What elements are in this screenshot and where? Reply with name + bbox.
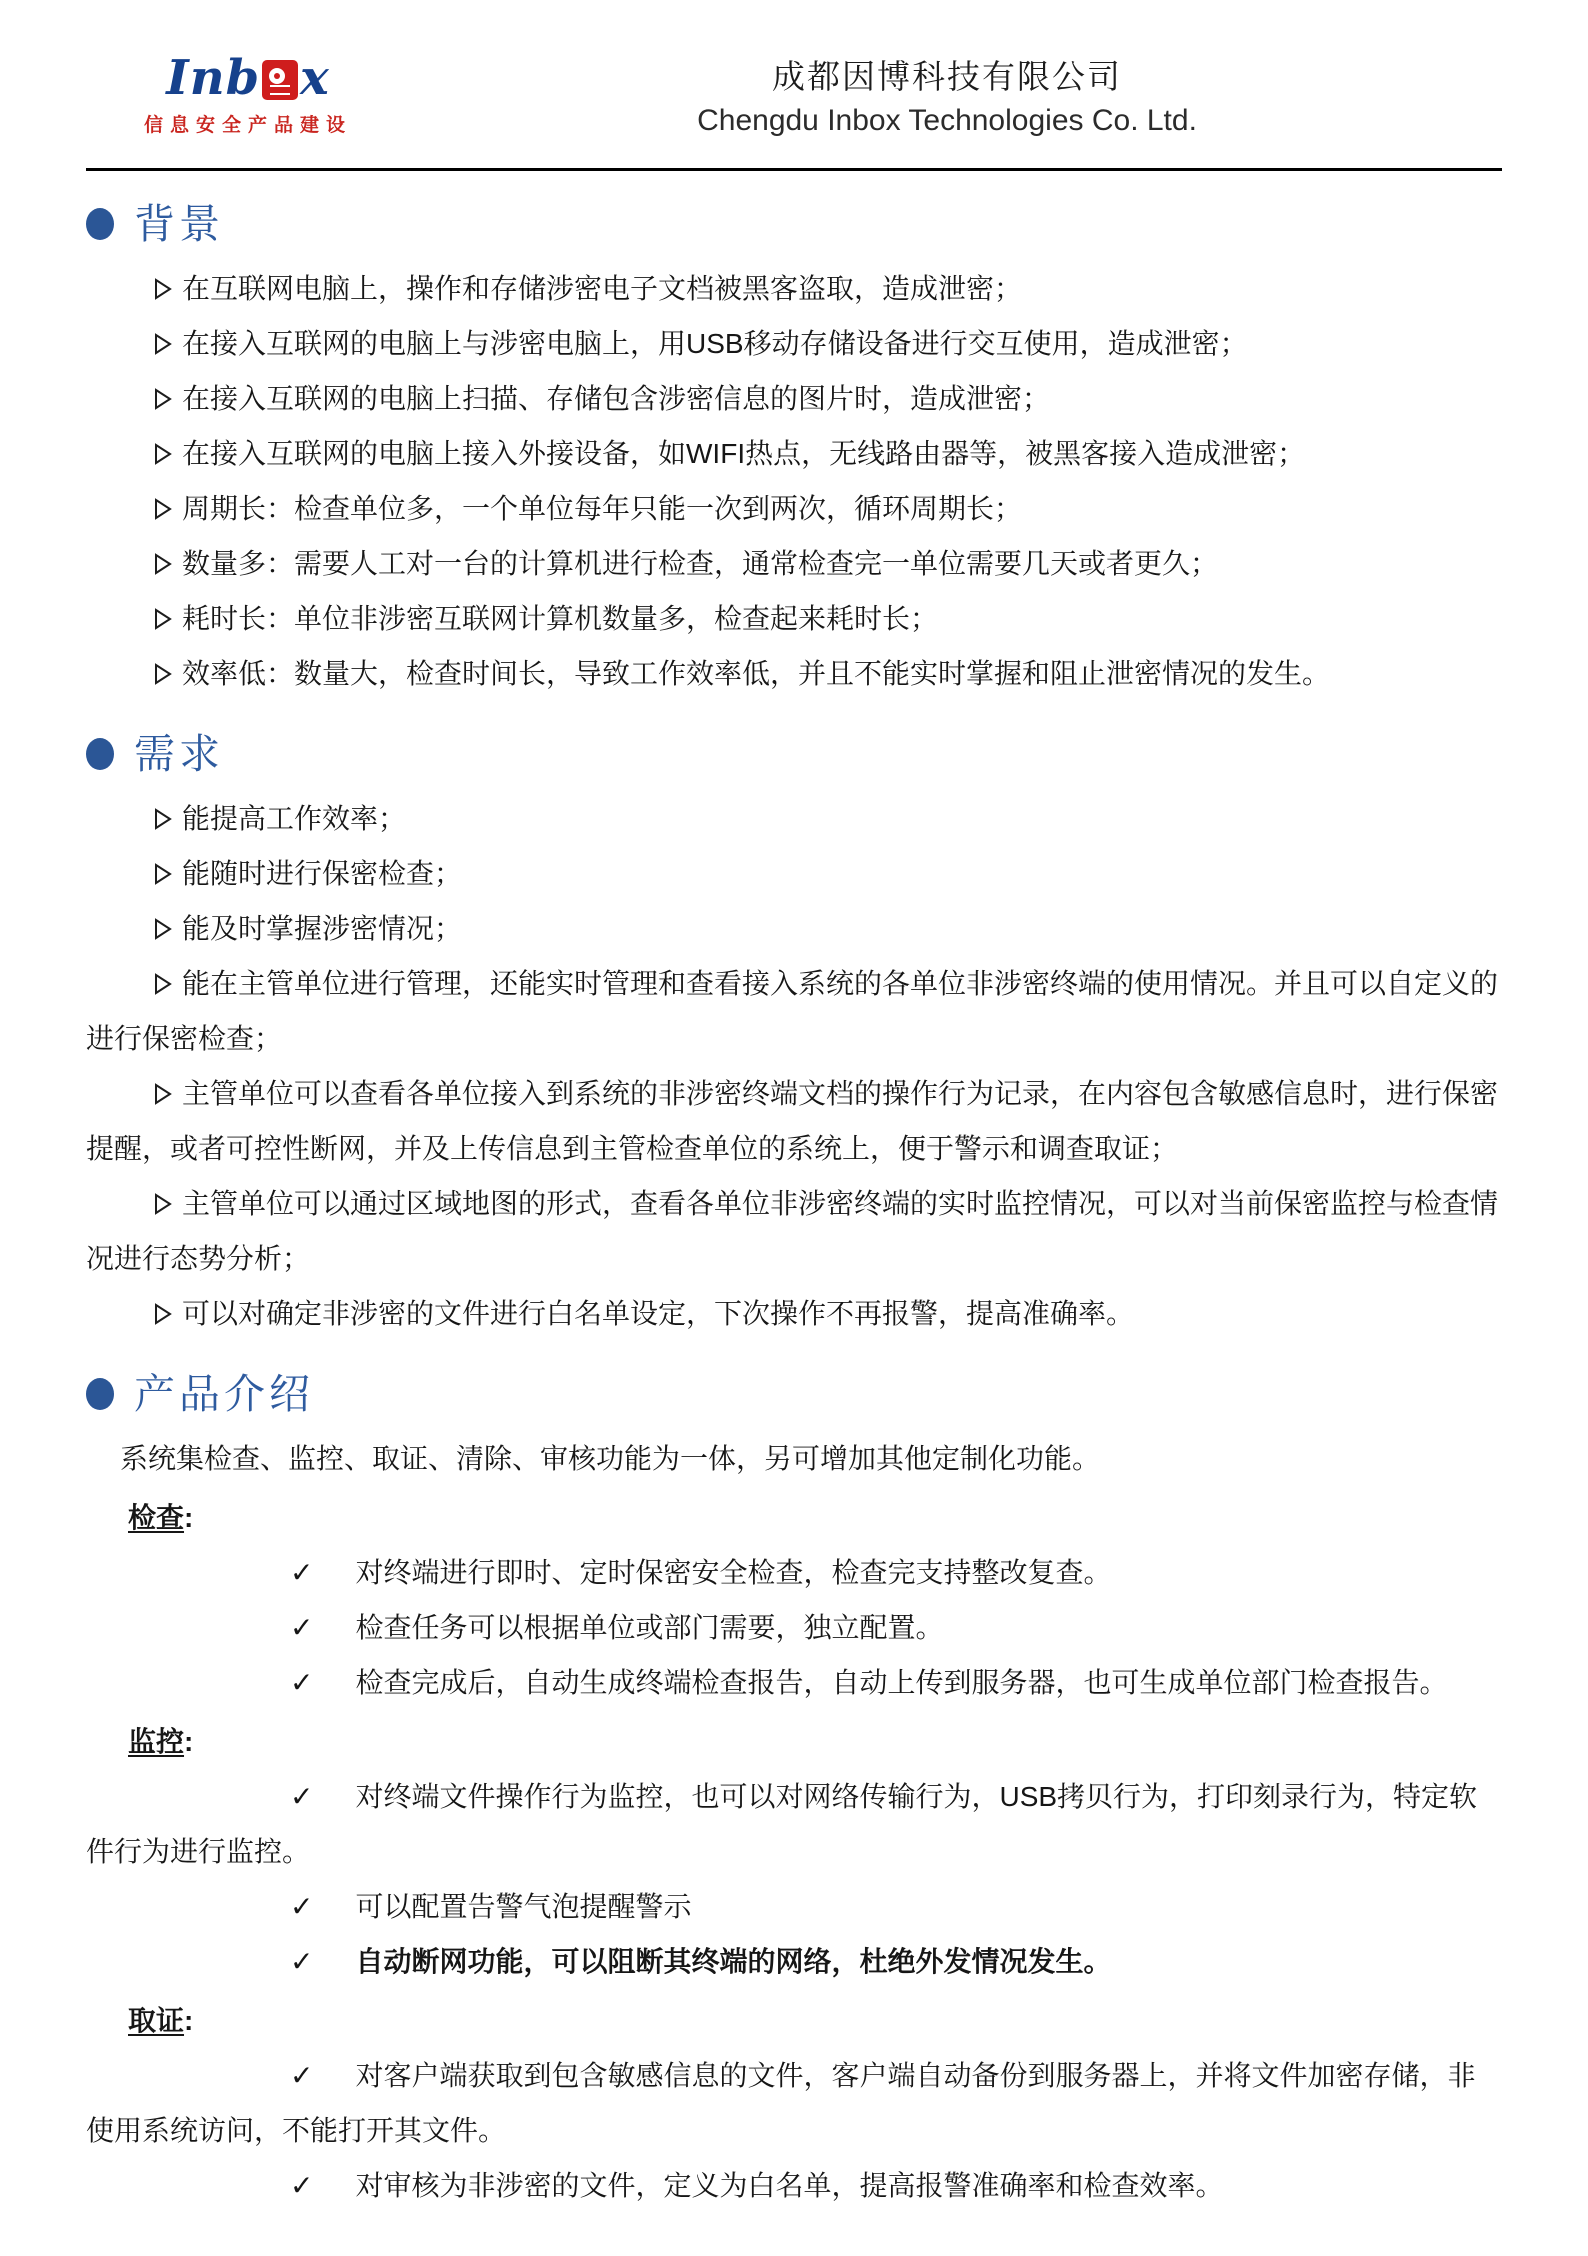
check-icon: ✓ bbox=[290, 2170, 314, 2201]
section-heading-product-intro bbox=[86, 1367, 1502, 1421]
subsection-label-colon: : bbox=[184, 1502, 194, 1533]
list-item-text: 在互联网电脑上，操作和存储涉密电子文档被黑客盗取，造成泄密； bbox=[182, 273, 1023, 304]
logo-text-left: Inb bbox=[166, 49, 261, 106]
check-item-text: 可以配置告警气泡提醒警示 bbox=[355, 1891, 692, 1922]
list-item bbox=[86, 1176, 1502, 1286]
check-icon: ✓ bbox=[290, 1667, 314, 1698]
subsection-label-text: 监控 bbox=[128, 1726, 185, 1757]
list-item-text: 效率低：数量大，检查时间长，导致工作效率低，并且不能实时掌握和阻止泄密情况的发生。 bbox=[182, 658, 1331, 689]
list-item bbox=[86, 1066, 1502, 1176]
arrow-bullet-icon bbox=[120, 1066, 182, 1121]
arrow-bullet-icon bbox=[120, 791, 182, 846]
check-item-text: 检查任务可以根据单位或部门需要，独立配置。 bbox=[355, 1612, 944, 1643]
subsection-label-colon: : bbox=[184, 2005, 194, 2036]
section-heading-requirements bbox=[86, 727, 1502, 781]
list-item bbox=[86, 956, 1502, 1066]
safe-slots-icon bbox=[270, 85, 290, 95]
section-title: 产品介绍 bbox=[134, 1370, 314, 1418]
safe-dial-dot-icon bbox=[274, 73, 280, 79]
list-item bbox=[86, 591, 1502, 646]
check-item-text: 自动断网功能，可以阻断其终端的网络，杜绝外发情况发生。 bbox=[355, 1946, 1112, 1977]
check-item-text: 对终端文件操作行为监控，也可以对网络传输行为，USB拷贝行为，打印刻录行为，特定软件行为进行监控。 bbox=[86, 1781, 1478, 1867]
check-item-text: 对客户端获取到包含敏感信息的文件，客户端自动备份到服务器上，并将文件加密存储，非使用系统访问，不能打开其文件。 bbox=[86, 2060, 1476, 2146]
list-item bbox=[86, 371, 1502, 426]
check-list-item bbox=[86, 1600, 1502, 1655]
list-item-text: 主管单位可以查看各单位接入到系统的非涉密终端文档的操作行为记录，在内容包含敏感信息时，进行保密提醒，或者可控性断网，并及上传信息到主管检查单位的系统上，便于警示和调查取证； bbox=[86, 1078, 1499, 1164]
arrow-bullet-icon bbox=[120, 1286, 182, 1341]
section-title: 需求 bbox=[134, 730, 224, 778]
list-item-text: 在接入互联网的电脑上接入外接设备，如WIFI热点，无线路由器等，被黑客接入造成泄密； bbox=[182, 438, 1306, 469]
section-bullet-icon bbox=[86, 1378, 114, 1410]
check-list-item bbox=[86, 1655, 1502, 1710]
arrow-bullet-icon bbox=[120, 846, 182, 901]
logo-text-right: x bbox=[300, 49, 330, 106]
check-list-item-bold bbox=[86, 1934, 1502, 1989]
subsection-label-colon: : bbox=[184, 1726, 194, 1757]
check-list-item bbox=[86, 2158, 1502, 2213]
check-icon: ✓ bbox=[290, 1946, 314, 1977]
arrow-bullet-icon bbox=[120, 646, 182, 701]
list-item-text: 可以对确定非涉密的文件进行白名单设定，下次操作不再报警，提高准确率。 bbox=[182, 1298, 1135, 1329]
list-item-text: 能提高工作效率； bbox=[182, 803, 407, 834]
check-item-text: 对终端进行即时、定时保密安全检查，检查完支持整改复查。 bbox=[355, 1557, 1112, 1588]
list-item-text: 能及时掌握涉密情况； bbox=[182, 913, 463, 944]
list-item-text: 在接入互联网的电脑上扫描、存储包含涉密信息的图片时，造成泄密； bbox=[182, 383, 1051, 414]
list-item bbox=[86, 791, 1502, 846]
list-item bbox=[86, 316, 1502, 371]
arrow-bullet-icon bbox=[120, 426, 182, 481]
arrow-bullet-icon bbox=[120, 536, 182, 591]
document-header bbox=[86, 0, 1502, 158]
safe-box-icon bbox=[262, 60, 298, 100]
check-icon: ✓ bbox=[290, 1557, 314, 1588]
subsection-label-text: 取证 bbox=[128, 2005, 185, 2036]
check-item-text: 对审核为非涉密的文件，定义为白名单，提高报警准确率和检查效率。 bbox=[355, 2170, 1224, 2201]
arrow-bullet-icon bbox=[120, 1176, 182, 1231]
company-logo bbox=[144, 49, 353, 137]
list-item bbox=[86, 481, 1502, 536]
check-icon: ✓ bbox=[290, 2060, 314, 2091]
section-bullet-icon bbox=[86, 208, 114, 240]
arrow-bullet-icon bbox=[120, 371, 182, 426]
list-item-text: 能在主管单位进行管理，还能实时管理和查看接入系统的各单位非涉密终端的使用情况。并且可以自定义的进行保密检查； bbox=[86, 968, 1499, 1054]
list-item bbox=[86, 1286, 1502, 1341]
list-item-text: 能随时进行保密检查； bbox=[182, 858, 463, 889]
list-item-text: 数量多：需要人工对一台的计算机进行检查，通常检查完一单位需要几天或者更久； bbox=[182, 548, 1219, 579]
list-item-text: 在接入互联网的电脑上与涉密电脑上，用USB移动存储设备进行交互使用，造成泄密； bbox=[182, 328, 1248, 359]
arrow-bullet-icon bbox=[120, 481, 182, 536]
header-titles bbox=[352, 51, 1502, 138]
arrow-bullet-icon bbox=[120, 901, 182, 956]
list-item-text: 主管单位可以通过区域地图的形式，查看各单位非涉密终端的实时监控情况，可以对当前保密监控与检查情况进行态势分析； bbox=[86, 1188, 1499, 1274]
check-list-item bbox=[86, 1545, 1502, 1600]
arrow-bullet-icon bbox=[120, 956, 182, 1011]
logo-subtitle: 信息安全产品建设 bbox=[144, 114, 353, 136]
list-item bbox=[86, 536, 1502, 591]
product-intro-paragraph: 系统集检查、监控、取证、清除、审核功能为一体，另可增加其他定制化功能。 bbox=[120, 1443, 1101, 1474]
check-item-text: 检查完成后，自动生成终端检查报告，自动上传到服务器，也可生成单位部门检查报告。 bbox=[355, 1667, 1448, 1698]
company-name-cn: 成都因博科技有限公司 bbox=[772, 57, 1122, 95]
subsection-label-check bbox=[86, 1490, 1502, 1545]
arrow-bullet-icon bbox=[120, 316, 182, 371]
check-icon: ✓ bbox=[290, 1612, 314, 1643]
arrow-bullet-icon bbox=[120, 261, 182, 316]
section-heading-background bbox=[86, 197, 1502, 251]
section-bullet-icon bbox=[86, 738, 114, 770]
list-item bbox=[86, 846, 1502, 901]
logo-wordmark bbox=[144, 49, 352, 106]
arrow-bullet-icon bbox=[120, 591, 182, 646]
list-item bbox=[86, 426, 1502, 481]
list-item-text: 耗时长：单位非涉密互联网计算机数量多，检查起来耗时长； bbox=[182, 603, 939, 634]
check-icon: ✓ bbox=[290, 1891, 314, 1922]
list-item-text: 周期长：检查单位多，一个单位每年只能一次到两次，循环周期长； bbox=[182, 493, 1023, 524]
company-name-en: Chengdu Inbox Technologies Co. Ltd. bbox=[697, 103, 1197, 137]
check-list-item bbox=[86, 1879, 1502, 1934]
list-item bbox=[86, 261, 1502, 316]
subsection-label-text: 检查 bbox=[128, 1502, 185, 1533]
check-list-item bbox=[86, 2048, 1502, 2158]
list-item bbox=[86, 646, 1502, 701]
check-list-item bbox=[86, 1769, 1502, 1879]
header-divider bbox=[86, 168, 1502, 171]
check-icon: ✓ bbox=[290, 1781, 314, 1812]
list-item bbox=[86, 901, 1502, 956]
subsection-label-forensics bbox=[86, 1993, 1502, 2048]
subsection-label-monitor bbox=[86, 1714, 1502, 1769]
section-title: 背景 bbox=[134, 200, 224, 248]
